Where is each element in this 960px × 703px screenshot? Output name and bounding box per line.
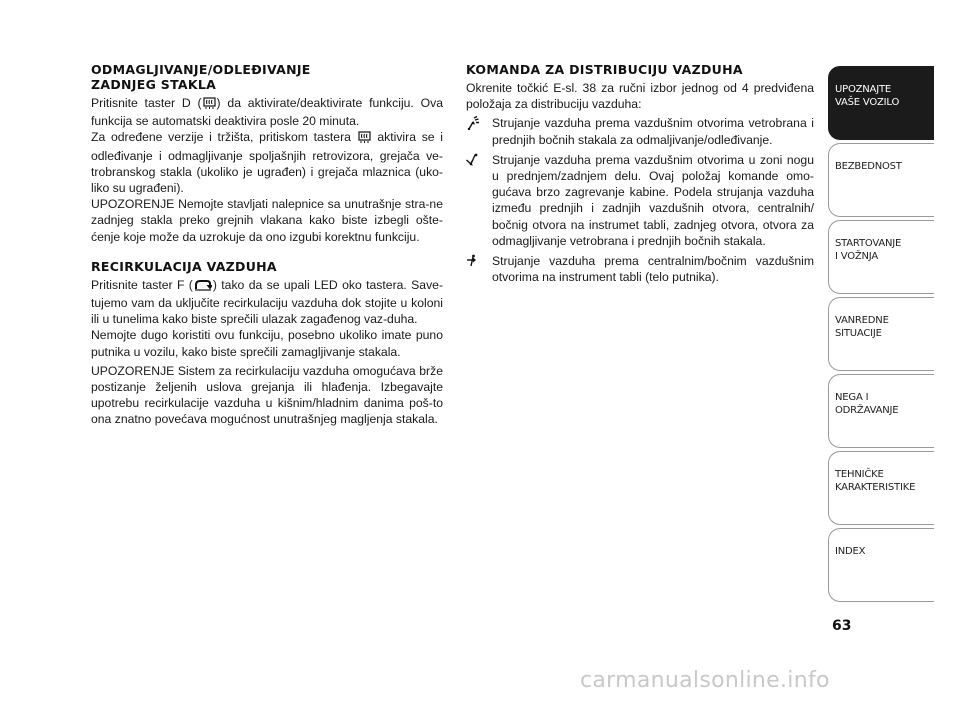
airflow-feet-text: Strujanje vazduha prema vazdušnim otvorima u zoni nogu u prednjem/zadnjem delu. Ovaj položaj komande omo-gućava brzo zagrevanje kabine. Podela strujanja vazduha između prednjih i zadnjih vazdušnih otvora, centralnih/ bočnig otvora na instrumet tabli, zadnjeg otvora, otvora za odmagljivanje vetrobrana i prednjih bočnih stakala.: [492, 152, 814, 248]
air-distribution-item: [466, 115, 814, 147]
tab-label: VANREDNE SITUACIJE: [835, 315, 889, 339]
defrost-p1-text-a: Pritisnite taster D (: [91, 96, 202, 110]
recirculation-icon: [194, 279, 212, 295]
recirc-p1-text-a: Pritisnite taster F (: [91, 277, 193, 292]
left-column: [91, 62, 443, 428]
chapter-sidebar: [828, 66, 934, 605]
tab-tehnicke-karakteristike[interactable]: [828, 451, 934, 525]
defrost-p2-text-a: Za određene verzije i tržišta, pritiskom tastera: [91, 130, 357, 145]
rear-defrost-icon: [203, 97, 216, 113]
defrost-paragraph-1: [91, 95, 443, 129]
tab-nega-i-odrzavanje[interactable]: [828, 374, 934, 448]
tab-label: UPOZNAJTE VAŠE VOZILO: [835, 84, 900, 108]
recirculation-warning: UPOZORENJE Sistem za recirkulaciju vazduha omogućava brže postizanje željenih uslova grejanja ili hlađenja. Izbegavajte upotrebu recirkulacije vazduha u kišnim/hladnim danima poš-to ona znatno povećava mogućnost unutrašnjeg magljenja stakala.: [91, 363, 443, 427]
section-title-air-distribution: KOMANDA ZA DISTRIBUCIJU VAZDUHA: [466, 62, 743, 77]
tab-index[interactable]: [828, 528, 934, 602]
airflow-face-icon: [466, 253, 492, 285]
recirculation-paragraph-2: Nemojte dugo koristiti ovu funkciju, posebno ukoliko imate puno putnika u vozilu, kako biste sprečili zamagljivanje stakala.: [91, 328, 443, 359]
right-column: [466, 62, 814, 289]
defrost-paragraph-2: [91, 129, 443, 196]
page-number: 63: [832, 618, 852, 634]
airflow-windshield-icon: [466, 115, 492, 147]
tab-bezbednost[interactable]: [828, 143, 934, 217]
air-distribution-item: [466, 152, 814, 249]
defrost-warning: UPOZORENJE Nemojte stavljati nalepnice sa unutrašnje stra-ne zadnjeg stakla preko grejnih vlakana kako biste izbegli ošte-ćenje koje može da uzrokuje da ono izgubi korektnu funkciju.: [91, 197, 443, 244]
tab-upoznajte-vase-vozilo[interactable]: [828, 66, 934, 140]
tab-label: STARTOVANJE I VOŽNJA: [835, 238, 902, 262]
tab-startovanje-i-voznja[interactable]: [828, 220, 934, 294]
rear-defrost-icon: [358, 131, 371, 147]
airflow-face-text: Strujanje vazduha prema centralnim/bočnim vazdušnim otvorima na instrument tabli (telo putnika).: [492, 254, 814, 285]
defrost-p1-text-b: ) da aktivirate/deaktivirate funkciju. Ova funkcija se automatski deaktivira posle 20 minuta.: [91, 96, 443, 129]
air-distribution-intro: Okrenite točkić E-sl. 38 za ručni izbor jednog od 4 predviđena položaja za distribuciju vazduha:: [466, 81, 814, 112]
tab-label: TEHNIČKE KARAKTERISTIKE: [835, 469, 916, 493]
airflow-windshield-text: Strujanje vazduha prema vazdušnim otvorima vetrobrana i prednjih bočnih stakala za odmaljivanje/odleđivanje.: [492, 116, 814, 147]
tab-label: NEGA I ODRŽAVANJE: [835, 392, 899, 416]
air-distribution-item: [466, 253, 814, 285]
section-title-recirculation: RECIRKULACIJA VAZDUHA: [91, 258, 277, 274]
tab-label: BEZBEDNOST: [835, 161, 902, 172]
recirculation-paragraph-1: [91, 277, 443, 328]
airflow-feet-icon: [466, 152, 492, 249]
tab-label: INDEX: [835, 546, 866, 557]
section-title-defrost-line2: ZADNJEG STAKLA: [91, 77, 217, 92]
tab-vanredne-situacije[interactable]: [828, 297, 934, 371]
section-title-defrost-line1: ODMAGLJIVANJE/ODLEĐIVANJE: [91, 62, 311, 77]
watermark: carmanualsonline.info: [580, 668, 830, 693]
recirc-p1-text-b: ) tako da se upali LED oko tastera. Save-tujemo vam da uključite recirkulaciju vazduha dok stojite u koloni ili u tunelima kako biste sprečili ulazak zagađenog vaz-duha.: [91, 277, 444, 327]
defrost-p2-text-b: aktivira se i odleđivanje i odmagljivanje spoljašnjih retrovizora, grejača ve-trobranskog stakla (ukoliko je ugrađen) i grejača mlaznica (uko-liko su ugrađeni).: [91, 130, 443, 196]
section-title-defrost: [91, 62, 443, 92]
